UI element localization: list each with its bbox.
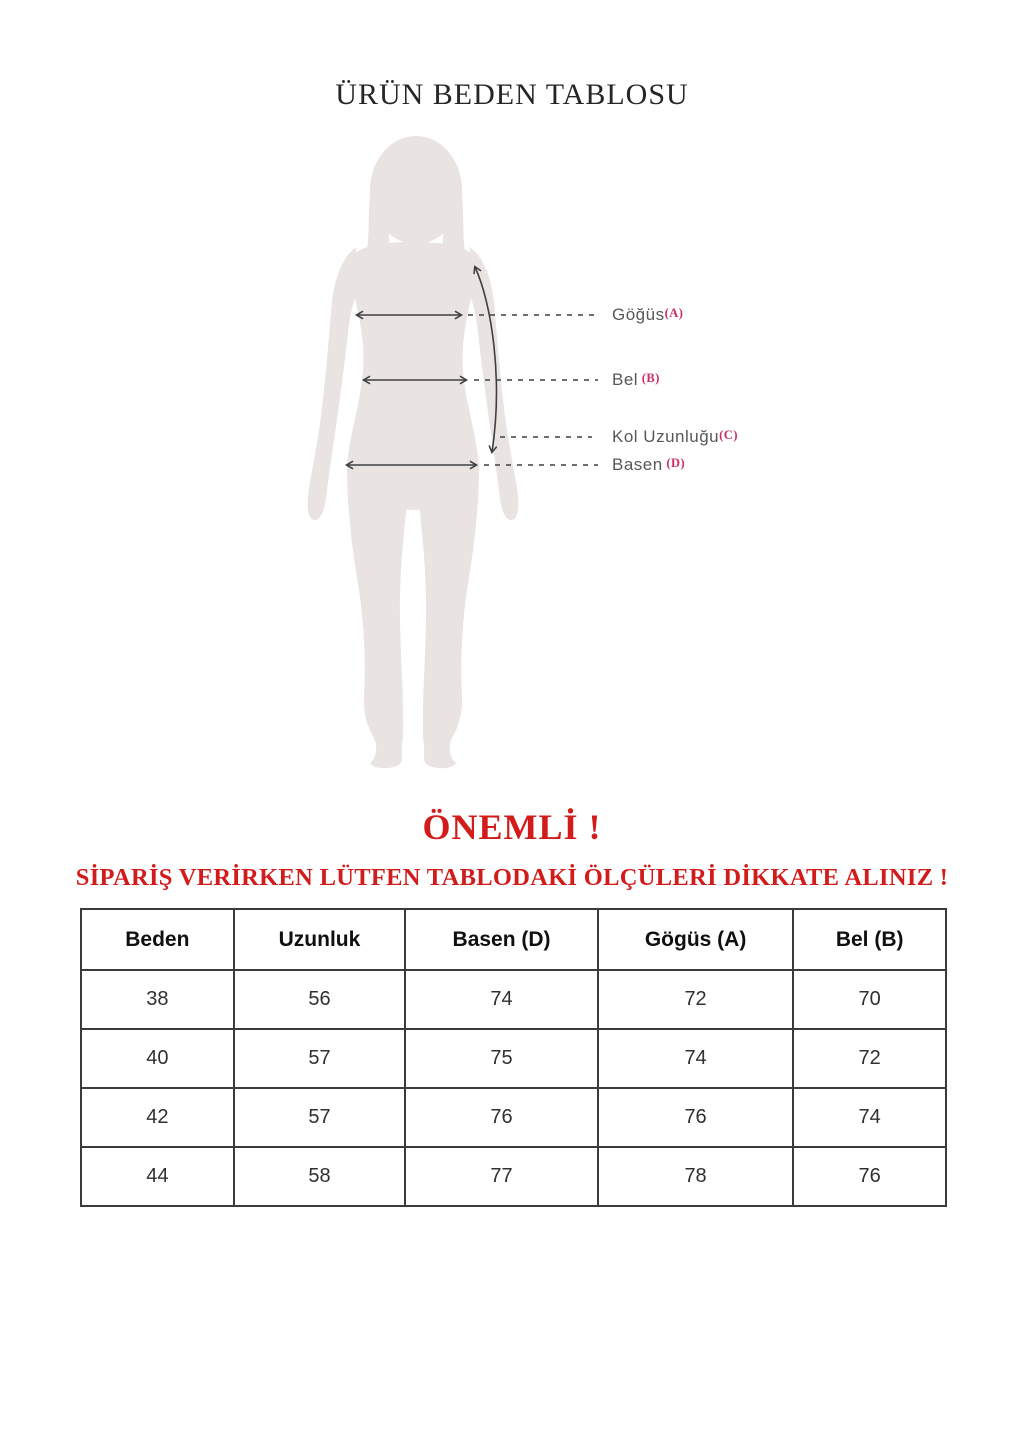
- measure-label-hip-letter: (D): [662, 456, 686, 470]
- header-uzunluk: Uzunluk: [234, 909, 406, 970]
- table-cell: 74: [793, 1088, 946, 1147]
- table-cell: 40: [81, 1029, 234, 1088]
- size-table-header-row: [81, 909, 946, 970]
- table-cell: 76: [793, 1147, 946, 1206]
- table-cell: 57: [234, 1029, 406, 1088]
- table-cell: 78: [598, 1147, 793, 1206]
- silhouette-leg-right: [419, 466, 479, 768]
- measure-label-chest-letter: (A): [664, 306, 684, 320]
- measure-label-arm-length: [612, 426, 738, 448]
- page-title: ÜRÜN BEDEN TABLOSU: [335, 78, 689, 111]
- size-table: [80, 908, 947, 1207]
- table-cell: 56: [234, 970, 406, 1029]
- measure-label-waist-letter: (B): [638, 371, 660, 385]
- header-basen: Basen (D): [405, 909, 598, 970]
- table-cell: 76: [598, 1088, 793, 1147]
- body-silhouette: [308, 136, 519, 768]
- warning-text: SİPARİŞ VERİRKEN LÜTFEN TABLODAKİ ÖLÇÜLERİ DİKKATE ALINIZ !: [75, 864, 949, 891]
- table-cell: 75: [405, 1029, 598, 1088]
- table-cell: 58: [234, 1147, 406, 1206]
- header-beden: Beden: [81, 909, 234, 970]
- measure-label-arm-length-letter: (C): [719, 428, 738, 442]
- table-cell: 76: [405, 1088, 598, 1147]
- measure-label-waist-text: Bel: [612, 370, 639, 389]
- measure-label-hip-text: Basen: [612, 455, 663, 474]
- header-bel: Bel (B): [793, 909, 946, 970]
- measure-label-arm-length-text: Kol Uzunluğu: [612, 427, 720, 446]
- size-row-40: [81, 1029, 946, 1088]
- table-cell: 44: [81, 1147, 234, 1206]
- table-cell: 70: [793, 970, 946, 1029]
- table-cell: 77: [405, 1147, 598, 1206]
- size-row-44: [81, 1147, 946, 1206]
- table-cell: 38: [81, 970, 234, 1029]
- measure-label-waist: [612, 369, 660, 391]
- measure-label-chest: [612, 304, 683, 326]
- size-row-38: [81, 970, 946, 1029]
- table-cell: 72: [793, 1029, 946, 1088]
- measure-label-chest-text: Göğüs: [612, 305, 665, 324]
- size-row-42: [81, 1088, 946, 1147]
- table-cell: 74: [598, 1029, 793, 1088]
- table-cell: 74: [405, 970, 598, 1029]
- important-heading: ÖNEMLİ !: [422, 807, 602, 847]
- header-gogus: Gögüs (A): [598, 909, 793, 970]
- table-cell: 57: [234, 1088, 406, 1147]
- measure-label-hip: [612, 454, 685, 476]
- table-cell: 72: [598, 970, 793, 1029]
- table-cell: 42: [81, 1088, 234, 1147]
- silhouette-leg-left: [347, 466, 407, 768]
